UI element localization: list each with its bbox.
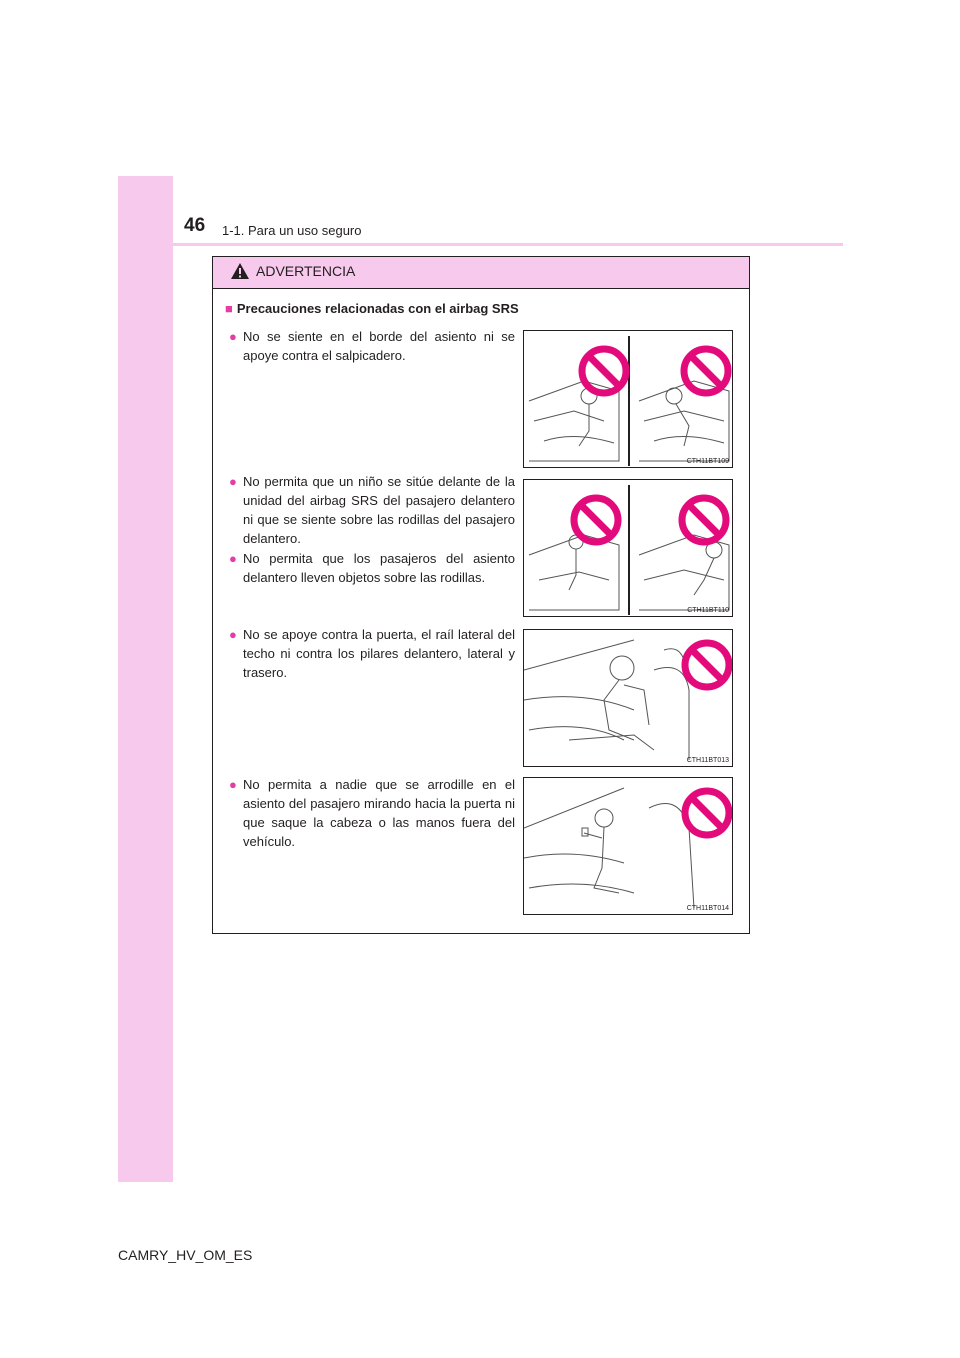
subheading: ■ Precauciones relacionadas con el airbag SRS [225,301,519,316]
bullet-dot-icon: ● [229,777,237,792]
bullet-dot-icon: ● [229,551,237,566]
figure-code: CTH11BT013 [686,757,729,764]
prohibited-icon [682,498,726,542]
bullet-item: ● No se siente en el borde del asiento ni se apoye contra el salpicadero. [229,329,515,363]
prohibited-icon [685,643,729,687]
prohibited-icon [685,791,729,835]
bullet-dot-icon: ● [229,329,237,344]
square-bullet-icon: ■ [225,301,233,316]
prohibited-icon [574,498,618,542]
figure-code: CTH11BT109 [686,458,729,465]
figure-code: CTH11BT110 [687,607,729,614]
footer-doc-code: CAMRY_HV_OM_ES [118,1247,253,1263]
bullet-item: ● No se apoye contra la puerta, el raíl lateral del techo ni contra los pilares delantero, lateral y trasero. [229,627,515,680]
figure-code: CTH11BT014 [686,905,729,912]
illustration-kneel-seat [523,777,733,915]
warning-triangle-icon [230,262,250,280]
warning-header [213,257,749,289]
warning-title: ADVERTENCIA [256,263,356,279]
bullet-item: ● No permita que un niño se sitúe delante de la unidad del airbag SRS del pasajero delantero ni que se siente sobre las rodillas del pasajero delantero. [229,474,515,546]
illustration-door-lean [523,629,733,767]
section-title: 1-1. Para un uso seguro [222,223,362,238]
page-number: 46 [184,215,206,236]
bullet-dot-icon: ● [229,627,237,642]
bullet-item: ● No permita que los pasajeros del asiento delantero lleven objetos sobre las rodillas. [229,551,515,585]
header-rule [118,243,843,246]
illustration-dashboard-lean [523,330,733,468]
bullet-dot-icon: ● [229,474,237,489]
prohibited-icon [684,349,728,393]
illustration-child-front [523,479,733,617]
side-tab [118,176,173,1182]
warning-box [212,256,750,934]
bullet-item: ● No permita a nadie que se arrodille en el asiento del pasajero mirando hacia la puerta ni que saque la cabeza o las manos fuera del vehículo. [229,777,515,849]
